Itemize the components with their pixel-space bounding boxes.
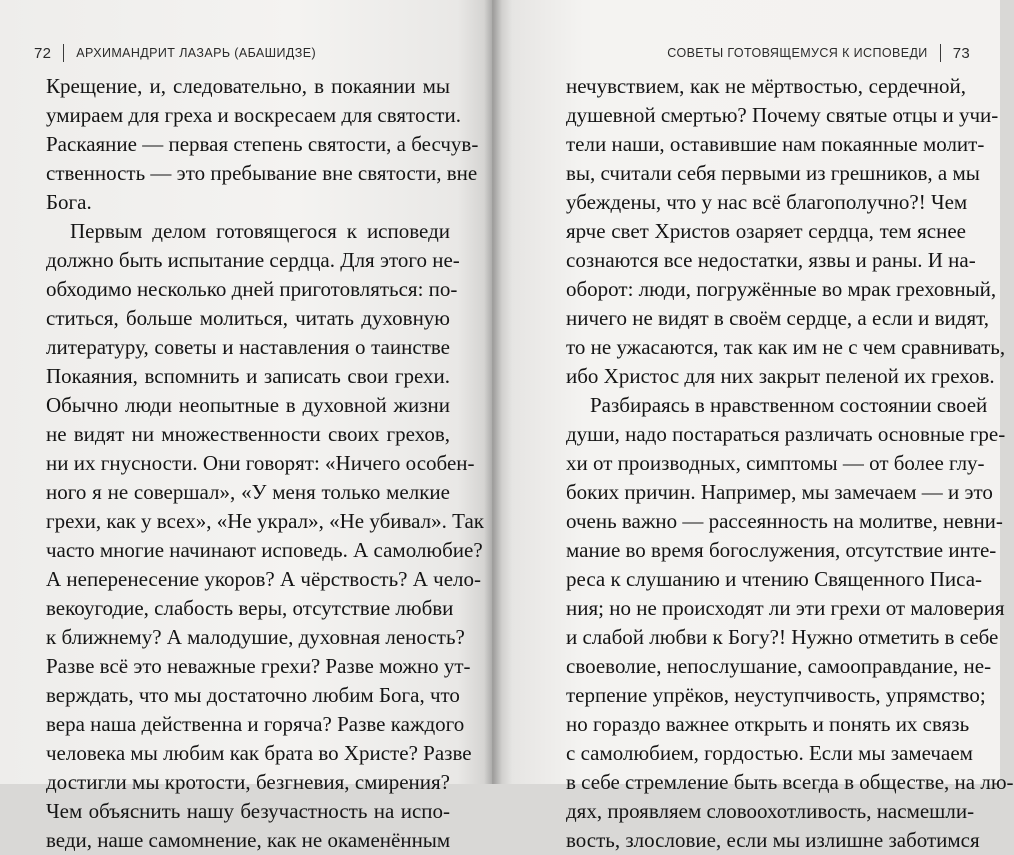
left-running-title: АРХИМАНДРИТ ЛАЗАРЬ (АБАШИДЗЕ) (76, 46, 317, 60)
text-line: своеволие, непослушание, самооправдание, не- (566, 654, 992, 678)
text-line: не видят ни множественности своих грехов, (46, 422, 450, 446)
text-line: грехи, как у всех», «Не украл», «Не убивал». Так (46, 509, 484, 533)
right-page-number: 73 (952, 44, 970, 62)
text-line: ни их гнусности. Они говорят: «Ничего особен- (46, 451, 475, 475)
text-line: очень важно — рассеянность на молитве, невни- (566, 509, 1003, 533)
text-line: Чем объяснить нашу безучастность на испо- (46, 799, 450, 823)
right-page (492, 0, 1014, 852)
left-page (0, 0, 492, 852)
header-separator (63, 44, 64, 62)
text-line: и слабой любви к Богу?! Нужно отметить в себе (566, 625, 999, 649)
text-line: убеждены, что у нас всё благополучно?! Чем (566, 190, 968, 214)
text-line: терпение упрёков, неуступчивость, упрямство; (566, 683, 986, 707)
text-line: Разве всё это неважные грехи? Разве можно ут- (46, 654, 471, 678)
text-line: человека мы любим как брата во Христе? Разве (46, 741, 472, 765)
right-page-text (566, 72, 1014, 855)
text-line: но гораздо важнее открыть и понять их связь (566, 712, 970, 736)
text-line: душевной смертью? Почему святые отцы и учи- (566, 103, 999, 127)
text-line: литературу, советы и наставления о таинстве (46, 335, 450, 359)
text-line: векоугодие, слабость веры, отсутствие любви (46, 596, 454, 620)
right-running-title: СОВЕТЫ ГОТОВЯЩЕМУСЯ К ИСПОВЕДИ (667, 46, 928, 60)
text-line: вера наша действенна и горяча? Разве каждого (46, 712, 465, 736)
text-line: мание во время богослужения, отсутствие инте- (566, 538, 997, 562)
text-line: Раскаяние — первая степень святости, а бесчув- (46, 132, 479, 156)
text-line: вость, злословие, если мы излишне заботимся (566, 828, 980, 852)
text-line: тели наши, оставившие нам покаянные молит- (566, 132, 985, 156)
text-line: ничего не видят в своём сердце, а если и видят, (566, 306, 989, 330)
text-line: А неперенесение укоров? А чёрствость? А чело- (46, 567, 482, 591)
text-line: Бога. (46, 190, 92, 214)
text-line: ибо Христос для них закрыт пеленой их грехов. (566, 364, 995, 388)
text-line: нечувствием, как не мёртвостью, сердечной, (566, 74, 966, 98)
text-line: оборот: люди, погружённые во мрак греховный, (566, 277, 997, 301)
text-line: боких причин. Например, мы замечаем — и это (566, 480, 993, 504)
text-line: веди, наше самомнение, как не окаменённым (46, 828, 451, 852)
text-line: обходимо несколько дней приготовляться: по- (46, 277, 458, 301)
text-line: ного я не совершал», «У меня только мелкие (46, 480, 450, 504)
header-separator (940, 44, 941, 62)
text-line: то не ужасаются, так как им не с чем сравнивать, (566, 335, 1006, 359)
text-line: ститься, больше молиться, читать духовную (46, 306, 450, 330)
right-page-header (667, 44, 970, 62)
text-line: должно быть испытание сердца. Для этого не- (46, 248, 460, 272)
text-line: ственность — это пребывание вне святости, вне (46, 161, 478, 185)
text-line: ния; но не происходят ли эти грехи от маловерия (566, 596, 1005, 620)
left-page-header (34, 44, 316, 62)
text-line: к ближнему? А малодушие, духовная леность? (46, 625, 465, 649)
text-line: ярче свет Христов озаряет сердца, тем яснее (566, 219, 966, 243)
text-line: верждать, что мы достаточно любим Бога, что (46, 683, 460, 707)
text-line: Разбираясь в нравственном состоянии своей (590, 393, 988, 417)
text-line: часто многие начинают исповедь. А самолюбие? (46, 538, 483, 562)
left-page-number: 72 (34, 44, 52, 62)
text-line: Покаяния, вспомнить и записать свои грехи. (46, 364, 450, 388)
text-line: Обычно люди неопытные в духовной жизни (46, 393, 450, 417)
text-line: сознаются все недостатки, язвы и раны. И на- (566, 248, 976, 272)
left-page-text (46, 72, 484, 855)
text-line: умираем для греха и воскресаем для святости. (46, 103, 461, 127)
text-line: хи от производных, симптомы — от более глу- (566, 451, 985, 475)
text-line: реса к слушанию и чтению Священного Писа- (566, 567, 983, 591)
text-line: души, надо постараться различать основные гре- (566, 422, 1006, 446)
text-line: Первым делом готовящегося к исповеди (70, 219, 450, 243)
text-line: Крещение, и, следовательно, в покаянии мы (46, 74, 450, 98)
text-line: достигли мы кротости, безгневия, смирения? (46, 770, 450, 794)
text-line: с самолюбием, гордостью. Если мы замечаем (566, 741, 973, 765)
text-line: дях, проявляем словоохотливость, насмешли- (566, 799, 975, 823)
text-line: вы, считали себя первыми из грешников, а мы (566, 161, 980, 185)
text-line: в себе стремление быть всегда в обществе, на лю- (566, 770, 1014, 794)
